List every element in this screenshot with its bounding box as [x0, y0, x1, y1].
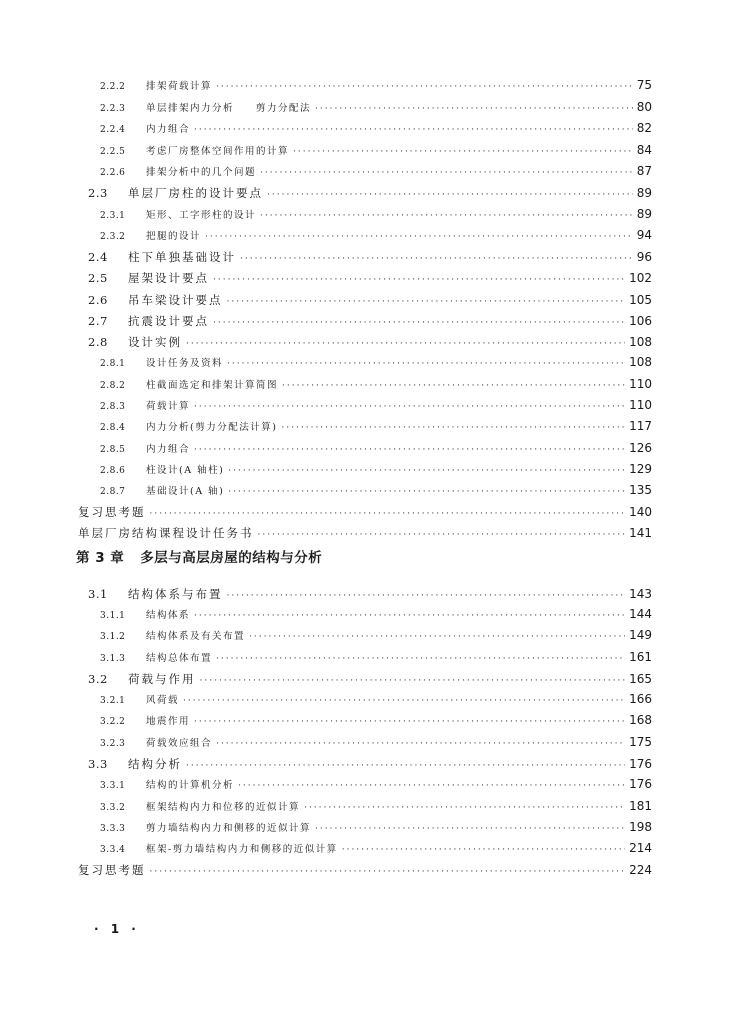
toc-entry	[88, 185, 652, 203]
dot-leader	[227, 591, 626, 601]
toc-entry	[100, 692, 652, 708]
toc-entry	[78, 504, 652, 522]
toc-entry-title: 设计任务及资料	[146, 358, 224, 369]
dot-leader	[194, 611, 625, 621]
toc-entry-page: 96	[636, 250, 652, 264]
toc-entry-page: 140	[629, 505, 652, 519]
dot-leader	[304, 803, 625, 813]
dot-leader	[216, 654, 625, 664]
toc-entry-page: 181	[629, 799, 652, 813]
toc-entry	[88, 313, 652, 331]
toc-entry-number: 2.2.2	[100, 82, 126, 92]
toc-entry	[100, 777, 652, 793]
toc-entry	[100, 735, 652, 751]
toc-entry-page: 161	[629, 650, 652, 664]
chapter-number: 第 3 章	[76, 550, 125, 566]
toc-entry-number: 3.1.3	[100, 654, 126, 664]
toc-entry-page: 176	[629, 757, 652, 771]
toc-entry-page: 105	[629, 293, 652, 307]
dot-leader	[238, 781, 625, 791]
toc-entry-title: 复习思考题	[78, 863, 146, 877]
toc-entry-number: 2.2.5	[100, 147, 126, 157]
dot-leader	[267, 190, 633, 200]
toc-entry	[100, 355, 652, 371]
toc-entry-page: 135	[629, 483, 652, 497]
toc-entry-page: 198	[629, 820, 652, 834]
toc-entry	[100, 78, 652, 94]
page-number: · 1 ·	[94, 922, 140, 936]
toc-entry-number: 2.8.6	[100, 466, 126, 476]
toc-entry-title: 单层厂房柱的设计要点	[128, 186, 263, 200]
toc-entry	[100, 820, 652, 836]
toc-entry	[100, 713, 652, 729]
toc-entry-page: 168	[629, 713, 652, 727]
toc-entry-page: 166	[629, 692, 652, 706]
toc-entry-page: 87	[636, 164, 652, 178]
toc-entry-number: 2.7	[88, 314, 108, 328]
dot-leader	[183, 696, 625, 706]
toc-entry-number: 3.3	[88, 757, 108, 771]
toc-entry-title: 结构体系	[146, 610, 191, 621]
toc-entry-page: 165	[629, 672, 652, 686]
toc-entry-number: 2.3.1	[100, 211, 126, 221]
toc-entry-title: 框架结构内力和位移的近似计算	[146, 802, 301, 813]
toc-entry-title: 荷载与作用	[128, 672, 196, 686]
toc-entry-number: 2.5	[88, 271, 108, 285]
toc-entry	[88, 292, 652, 310]
toc-entry-title: 抗震设计要点	[128, 314, 209, 328]
toc-entry	[100, 377, 652, 393]
toc-entry-title: 把腿的设计	[146, 231, 202, 242]
toc-entry-title: 荷载计算	[146, 401, 191, 412]
toc-entry	[100, 419, 652, 435]
toc-entry-title: 内力组合	[146, 444, 191, 455]
toc-entry-title: 内力分析(剪力分配法计算)	[146, 422, 278, 433]
toc-entry-title: 结构的计算机分析	[146, 780, 235, 791]
dot-leader	[260, 168, 633, 178]
dot-leader	[186, 339, 625, 349]
toc-entry-number: 2.8.7	[100, 487, 126, 497]
toc-entry	[100, 207, 652, 223]
toc-entry-page: 82	[636, 121, 652, 135]
toc-entry-number: 2.3.2	[100, 232, 126, 242]
toc-entry-number: 2.6	[88, 293, 108, 307]
toc-entry-number: 3.1.2	[100, 632, 126, 642]
dot-leader	[150, 509, 626, 519]
toc-entry	[88, 249, 652, 267]
toc-entry-number: 3.1	[88, 587, 108, 601]
toc-entry-number: 2.8.2	[100, 381, 126, 391]
toc-entry	[100, 100, 652, 116]
toc-entry-number: 3.2.2	[100, 717, 126, 727]
toc-entry-page: 110	[629, 377, 652, 391]
dot-leader	[213, 318, 625, 328]
toc-entry-page: 149	[629, 628, 652, 642]
toc-entry-title: 排架分析中的几个问题	[146, 167, 257, 178]
toc-entry	[100, 607, 652, 623]
dot-leader	[282, 381, 625, 391]
toc-entry-number: 2.8	[88, 335, 108, 349]
dot-leader	[194, 445, 625, 455]
toc-entry-page: 106	[629, 314, 652, 328]
dot-leader	[227, 297, 626, 307]
toc-entry-title: 内力组合	[146, 124, 191, 135]
toc-entry-title: 结构体系与布置	[128, 587, 223, 601]
toc-entry-number: 2.2.4	[100, 125, 126, 135]
toc-entry-title: 矩形、工字形柱的设计	[146, 210, 257, 221]
toc-entry-number: 2.2.6	[100, 168, 126, 178]
dot-leader	[228, 466, 625, 476]
toc-entry-page: 141	[629, 526, 652, 540]
toc-entry	[100, 483, 652, 499]
toc-entry	[100, 650, 652, 666]
toc-entry-title: 单层排架内力分析 剪力分配法	[146, 103, 312, 114]
toc-entry-title: 结构体系及有关布置	[146, 631, 246, 642]
toc-entry	[100, 799, 652, 815]
toc-entry-title: 风荷载	[146, 695, 180, 706]
toc-entry-number: 3.1.1	[100, 611, 126, 621]
toc-entry-title: 柱下单独基础设计	[128, 250, 236, 264]
toc-entry-number: 2.8.5	[100, 445, 126, 455]
toc-entry-number: 2.8.4	[100, 423, 126, 433]
toc-entry-page: 102	[629, 271, 652, 285]
toc-entry-page: 117	[629, 419, 652, 433]
dot-leader	[213, 275, 625, 285]
toc-entry	[88, 334, 652, 352]
dot-leader	[216, 82, 633, 92]
toc-entry-page: 75	[636, 78, 652, 92]
dot-leader	[228, 487, 625, 497]
dot-leader	[194, 125, 633, 135]
dot-leader	[194, 717, 625, 727]
toc-entry	[100, 121, 652, 137]
toc-entry-number: 3.3.4	[100, 845, 126, 855]
toc-entry-number: 3.2	[88, 672, 108, 686]
dot-leader	[315, 824, 625, 834]
toc-entry	[100, 164, 652, 180]
dot-leader	[249, 632, 625, 642]
toc-entry-number: 3.2.3	[100, 739, 126, 749]
toc-entry-number: 3.2.1	[100, 696, 126, 706]
toc-entry	[88, 270, 652, 288]
toc-entry-title: 基础设计(A 轴)	[146, 486, 225, 497]
toc-entry-title: 框架-剪力墙结构内力和侧移的近似计算	[146, 844, 338, 855]
toc-entry-number: 2.8.1	[100, 359, 126, 369]
dot-leader	[293, 147, 633, 157]
toc-entry-page: 80	[636, 100, 652, 114]
toc-entry-title: 荷载效应组合	[146, 738, 213, 749]
dot-leader	[342, 845, 625, 855]
toc-entry-page: 214	[629, 841, 652, 855]
toc-entry-title: 排架荷载计算	[146, 81, 213, 92]
toc-entry-number: 2.3	[88, 186, 108, 200]
toc-entry-title: 屋架设计要点	[128, 271, 209, 285]
toc-entry-title: 地震作用	[146, 716, 191, 727]
toc-entry-page: 143	[629, 587, 652, 601]
toc-entry-number: 3.3.3	[100, 824, 126, 834]
toc-entry-title: 柱截面选定和排架计算简图	[146, 380, 279, 391]
toc-entry-number: 3.3.1	[100, 781, 126, 791]
toc-entry	[78, 525, 652, 543]
dot-leader	[281, 423, 625, 433]
dot-leader	[227, 359, 625, 369]
toc-entry-page: 89	[636, 207, 652, 221]
toc-entry	[88, 671, 652, 689]
toc-entry-page: 108	[629, 355, 652, 369]
toc-entry-title: 吊车梁设计要点	[128, 293, 223, 307]
chapter-title: 多层与高层房屋的结构与分析	[140, 550, 323, 566]
toc-entry	[88, 586, 652, 604]
dot-leader	[260, 211, 633, 221]
toc-entry-page: 126	[629, 441, 652, 455]
toc-entry-page: 176	[629, 777, 652, 791]
toc-entry	[100, 441, 652, 457]
dot-leader	[194, 402, 625, 412]
dot-leader	[258, 530, 626, 540]
toc-entry	[100, 143, 652, 159]
toc-entry-page: 224	[629, 863, 652, 877]
dot-leader	[205, 232, 633, 242]
toc-entry-title: 设计实例	[128, 335, 182, 349]
toc-entry-title: 考虑厂房整体空间作用的计算	[146, 146, 290, 157]
toc-entry	[100, 628, 652, 644]
toc-entry-title: 结构总体布置	[146, 653, 213, 664]
toc-entry-page: 89	[636, 186, 652, 200]
toc-entry-title: 复习思考题	[78, 505, 146, 519]
toc-entry-title: 剪力墙结构内力和侧移的近似计算	[146, 823, 312, 834]
toc-entry-title: 结构分析	[128, 757, 182, 771]
dot-leader	[315, 104, 633, 114]
toc-entry-page: 129	[629, 462, 652, 476]
toc-entry	[78, 862, 652, 880]
toc-entry-title: 单层厂房结构课程设计任务书	[78, 526, 254, 540]
dot-leader	[240, 254, 633, 264]
toc-entry	[100, 462, 652, 478]
toc-entry-page: 84	[636, 143, 652, 157]
toc-entry-number: 2.4	[88, 250, 108, 264]
toc-entry-page: 144	[629, 607, 652, 621]
toc-entry	[100, 228, 652, 244]
toc-entry	[100, 398, 652, 414]
toc-entry-page: 94	[636, 228, 652, 242]
toc-entry-number: 3.3.2	[100, 803, 126, 813]
dot-leader	[186, 761, 625, 771]
toc-entry-page: 110	[629, 398, 652, 412]
dot-leader	[200, 676, 626, 686]
dot-leader	[150, 867, 626, 877]
toc-entry	[88, 756, 652, 774]
toc-entry-number: 2.8.3	[100, 402, 126, 412]
toc-entry-number: 2.2.3	[100, 104, 126, 114]
dot-leader	[216, 739, 625, 749]
chapter-heading	[76, 546, 322, 566]
toc-entry-page: 108	[629, 335, 652, 349]
toc-entry-page: 175	[629, 735, 652, 749]
toc-entry-title: 柱设计(A 轴柱)	[146, 465, 225, 476]
toc-entry	[100, 841, 652, 857]
